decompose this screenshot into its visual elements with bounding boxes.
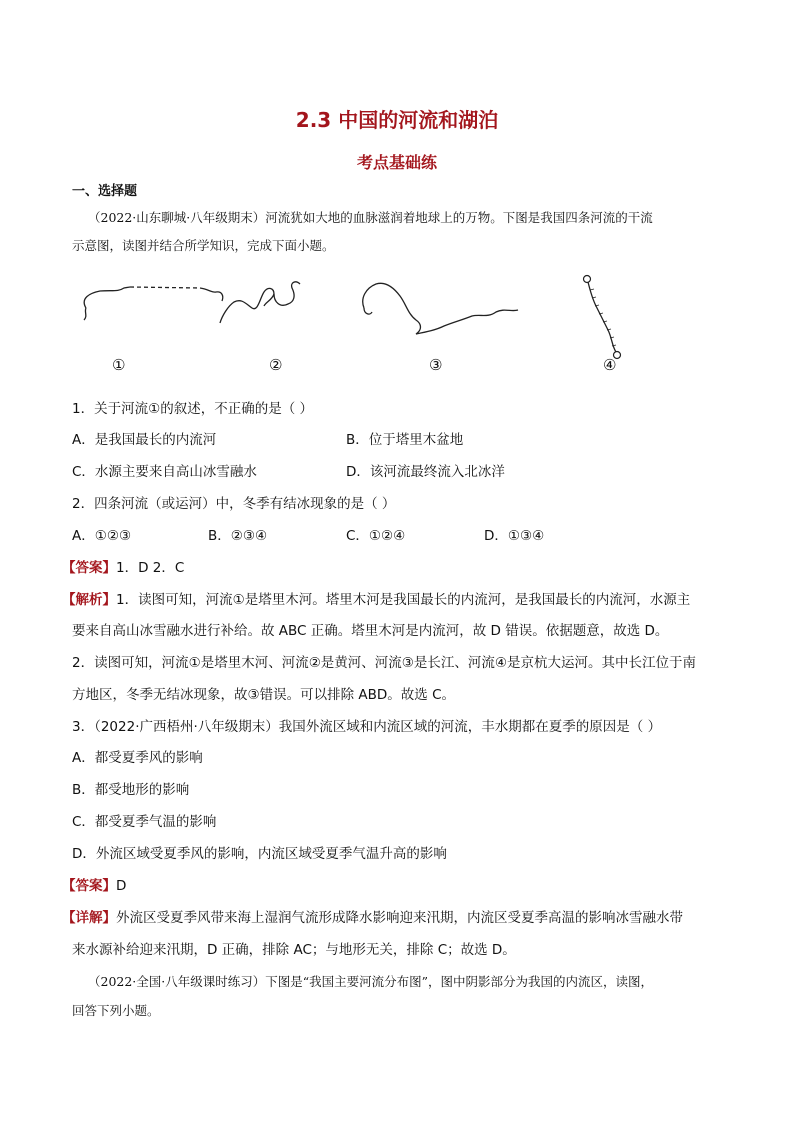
river-1-end xyxy=(200,288,223,301)
river-3-path xyxy=(363,283,518,334)
river-4-path xyxy=(588,282,616,352)
q1-option-a: A．是我国最长的内流河 xyxy=(72,432,217,448)
answer3-line xyxy=(62,876,126,896)
q3-stem: 3．（2022·广西梧州·八年级期末）我国外流区域和内流区域的河流，丰水期都在夏季的原因是（ ） xyxy=(72,719,662,735)
page-title: 2.3 中国的河流和湖泊 xyxy=(295,108,499,132)
q3-option-a: A．都受夏季风的影响 xyxy=(72,750,203,766)
river-1-path xyxy=(84,287,130,308)
analysis1-line1 xyxy=(62,590,690,610)
river-2-path xyxy=(220,282,300,323)
river-figure xyxy=(60,268,740,378)
river-4-start xyxy=(584,276,591,283)
q2-option-d: D．①③④ xyxy=(484,528,545,544)
figure-label-4: ④ xyxy=(603,356,617,374)
detail3-tag: 【详解】 xyxy=(62,910,116,926)
analysis1-text1: 1．读图可知，河流①是塔里木河。塔里木河是我国最长的内流河，是我国最长的内流河，水源主 xyxy=(116,592,691,608)
passage1-line2: 示意图，读图并结合所学知识，完成下面小题。 xyxy=(72,238,335,253)
analysis1-line2: 要来自高山冰雪融水进行补给。故 ABC 正确。塔里木河是内流河，故 D 错误。依据题意，故选 D。 xyxy=(72,623,669,639)
detail3-line2: 来水源补给迎来汛期，D 正确，排除 AC；与地形无关，排除 C；故选 D。 xyxy=(72,942,516,958)
q2-option-a: A．①②③ xyxy=(72,528,132,544)
answer3-text: D xyxy=(116,878,127,894)
passage2-line2: 回答下列小题。 xyxy=(72,1003,160,1018)
q3-option-b: B．都受地形的影响 xyxy=(72,782,190,798)
figure-label-1: ① xyxy=(112,356,126,374)
detail3-text1: 外流区受夏季风带来海上湿润气流形成降水影响迎来汛期，内流区受夏季高温的影响冰雪融水带 xyxy=(116,910,683,926)
passage1-line1: （2022·山东聊城·八年级期末）河流犹如大地的血脉滋润着地球上的万物。下图是我国四条河流的干流 xyxy=(88,210,653,225)
answer1-text: 1．D 2．C xyxy=(116,560,185,576)
detail3-line1 xyxy=(62,908,683,928)
answer3-tag: 【答案】 xyxy=(62,878,116,894)
q2-option-b: B．②③④ xyxy=(208,528,268,544)
analysis1-line4: 方地区，冬季无结冰现象，故③错误。可以排除 ABD。故选 C。 xyxy=(72,687,456,703)
q1-option-d: D．该河流最终流入北冰洋 xyxy=(346,464,505,480)
q3-option-c: C．都受夏季气温的影响 xyxy=(72,814,217,830)
analysis1-tag: 【解析】 xyxy=(62,592,116,608)
q3-option-d: D．外流区域受夏季风的影响，内流区域受夏季气温升高的影响 xyxy=(72,846,447,862)
q1-option-c: C．水源主要来自高山冰雪融水 xyxy=(72,464,257,480)
q2-option-c: C．①②④ xyxy=(346,528,406,544)
q2-stem: 2．四条河流（或运河）中，冬季有结冰现象的是（ ） xyxy=(72,496,396,512)
answer1-line xyxy=(62,558,184,578)
figure-label-2: ② xyxy=(269,356,283,374)
section-heading: 一、选择题 xyxy=(72,184,138,199)
river-1-dashed xyxy=(130,287,200,288)
figure-label-3: ③ xyxy=(429,356,443,374)
analysis1-line3: 2．读图可知，河流①是塔里木河、河流②是黄河、河流③是长江、河流④是京杭大运河。其中长江位于南 xyxy=(72,655,696,671)
passage2-line1: （2022·全国·八年级课时练习）下图是“我国主要河流分布图”，图中阴影部分为我国的内流区，读图， xyxy=(88,974,654,989)
q1-stem: 1．关于河流①的叙述，不正确的是（ ） xyxy=(72,401,313,417)
page-subtitle: 考点基础练 xyxy=(356,153,437,172)
q1-option-b: B．位于塔里木盆地 xyxy=(346,432,464,448)
answer1-tag: 【答案】 xyxy=(62,560,116,576)
